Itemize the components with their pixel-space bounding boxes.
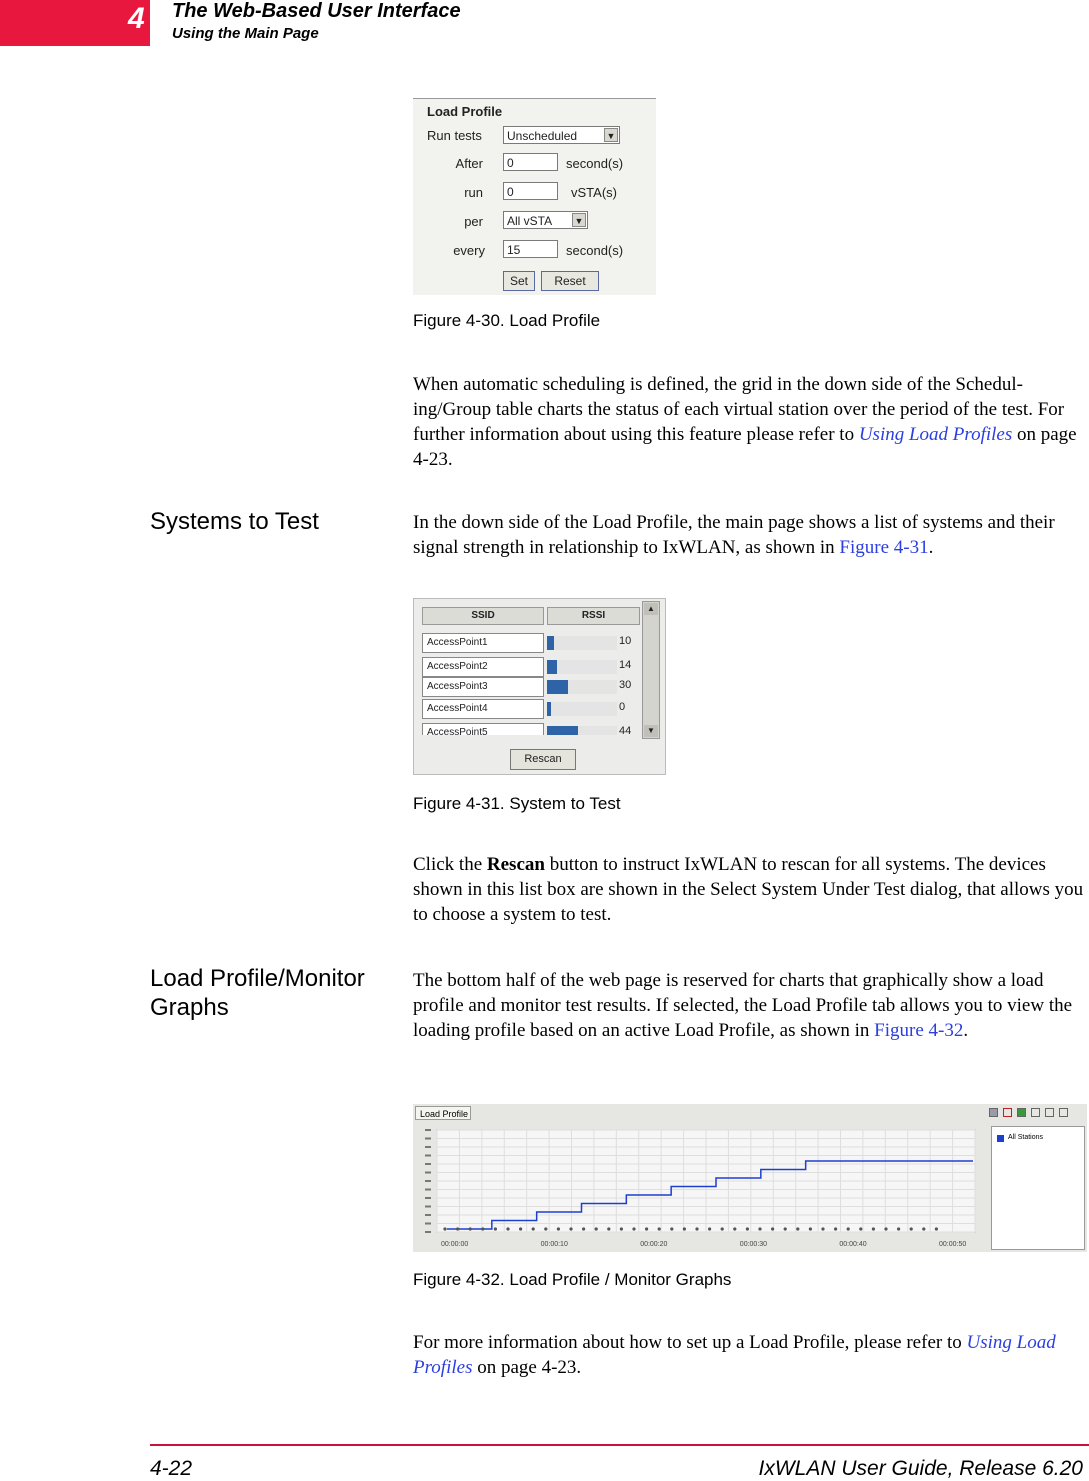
baseline-point [859, 1227, 862, 1230]
systems-to-test-figure [413, 598, 666, 775]
every-label: every [453, 243, 485, 258]
figure-caption-4-31: Figure 4-31. System to Test [413, 794, 621, 813]
signal-value: 0 [619, 701, 626, 713]
baseline-point [620, 1227, 623, 1230]
signal-value: 44 [619, 725, 632, 735]
y-tick [425, 1214, 431, 1216]
scroll-up-icon[interactable]: ▲ [644, 603, 658, 615]
baseline-point [796, 1227, 799, 1230]
rssi-column-header[interactable]: RSSI [547, 607, 640, 625]
signal-bar [547, 680, 568, 694]
y-tick [425, 1223, 431, 1225]
settings-icon[interactable] [1045, 1108, 1054, 1117]
chevron-down-icon: ▼ [604, 128, 618, 142]
baseline-point [834, 1227, 837, 1230]
system-row[interactable] [422, 657, 642, 677]
baseline-point [897, 1227, 900, 1230]
baseline-point [884, 1227, 887, 1230]
baseline-point [683, 1227, 686, 1230]
signal-bar-track [547, 636, 617, 650]
baseline-point [469, 1227, 472, 1230]
system-name: AccessPoint4 [422, 699, 544, 719]
after-unit: second(s) [566, 156, 624, 171]
system-row[interactable] [422, 723, 642, 735]
legend-label: All Stations [1008, 1134, 1044, 1141]
every-unit: second(s) [566, 243, 624, 258]
run-tests-value: Unscheduled [507, 129, 578, 143]
per-label: per [464, 214, 483, 229]
ssid-column-header[interactable]: SSID [422, 607, 544, 625]
baseline-point [569, 1227, 572, 1230]
baseline-point [658, 1227, 661, 1230]
baseline-point [935, 1227, 938, 1230]
paragraph-scheduling [413, 372, 1085, 472]
system-name: AccessPoint1 [422, 633, 544, 653]
baseline-point [771, 1227, 774, 1230]
signal-value: 10 [619, 635, 632, 647]
signal-value: 14 [619, 659, 632, 671]
load-profile-figure [413, 98, 656, 295]
x-tick-label: 00:00:10 [540, 1241, 568, 1248]
chapter-tab [0, 0, 150, 46]
x-tick-label: 00:00:20 [640, 1241, 668, 1248]
export-icon[interactable] [1059, 1108, 1068, 1117]
load-profile-graph-figure [413, 1104, 1087, 1252]
paragraph-final [413, 1330, 1085, 1380]
paragraph-text: . [963, 1020, 969, 1041]
zoom-in-icon[interactable] [1017, 1108, 1026, 1117]
baseline-point [670, 1227, 673, 1230]
per-value: All vSTA [507, 214, 553, 228]
paragraph-text: on page 4-23. [472, 1357, 582, 1378]
set-button[interactable]: Set [503, 271, 535, 291]
load-profile-tab[interactable]: Load Profile [415, 1106, 471, 1120]
baseline-point [721, 1227, 724, 1230]
y-tick [425, 1155, 431, 1157]
x-tick-label: 00:00:50 [939, 1241, 967, 1248]
every-input[interactable]: 15 [503, 240, 558, 258]
header-subtitle: Using the Main Page [172, 25, 319, 42]
x-tick-label: 00:00:30 [739, 1241, 768, 1248]
run-input[interactable]: 0 [503, 182, 558, 200]
close-icon[interactable] [1003, 1108, 1012, 1117]
rescan-emphasis: Rescan [486, 854, 545, 875]
header-title: The Web-Based User Interface [172, 0, 461, 22]
baseline-point [733, 1227, 736, 1230]
run-tests-select[interactable] [503, 126, 620, 144]
baseline-point [443, 1227, 446, 1230]
baseline-point [481, 1227, 484, 1230]
y-tick [425, 1189, 431, 1191]
baseline-point [595, 1227, 598, 1230]
baseline-point [506, 1227, 509, 1230]
baseline-point [708, 1227, 711, 1230]
signal-bar-track [547, 726, 617, 735]
figure-caption-4-30: Figure 4-30. Load Profile [413, 311, 601, 330]
signal-bar [547, 702, 551, 716]
using-load-profiles-link[interactable]: Using Load Profiles [858, 424, 1013, 445]
figure-4-32-link[interactable]: Figure 4-32 [874, 1020, 964, 1041]
per-select[interactable] [503, 211, 588, 229]
y-tick [425, 1172, 431, 1174]
signal-bar-track [547, 660, 617, 674]
footer-rule [150, 1444, 1089, 1446]
y-tick [425, 1197, 431, 1199]
y-tick [425, 1180, 431, 1182]
y-tick [425, 1129, 431, 1131]
scroll-down-icon[interactable]: ▼ [644, 725, 658, 737]
graph-legend [991, 1126, 1085, 1250]
system-row[interactable] [422, 699, 642, 719]
baseline-point [695, 1227, 698, 1230]
paragraph-text: Click the [413, 854, 487, 875]
signal-bar-track [547, 702, 617, 716]
system-row[interactable] [422, 677, 642, 697]
x-tick-label: 00:00:40 [839, 1241, 867, 1248]
signal-bar-track [547, 680, 617, 694]
y-tick [425, 1138, 431, 1140]
baseline-point [582, 1227, 585, 1230]
paragraph-rescan [413, 852, 1085, 927]
using-load-profiles-link[interactable]: Using Load Profiles [413, 1332, 1056, 1378]
zoom-out-icon[interactable] [1031, 1108, 1040, 1117]
load-profile-title: Load Profile [427, 104, 503, 119]
figure-4-31-link[interactable]: Figure 4-31 [839, 537, 929, 558]
graph-control-icon[interactable] [989, 1108, 998, 1117]
paragraph-text: . [928, 537, 934, 558]
baseline-point [809, 1227, 812, 1230]
baseline-point [632, 1227, 635, 1230]
paragraph-graphs [413, 968, 1085, 1043]
paragraph-text: on page 4-23. [413, 424, 1077, 470]
chapter-number: 4 [128, 2, 145, 35]
baseline-point [544, 1227, 547, 1230]
section-heading-systems: Systems to Test [150, 508, 319, 535]
baseline-point [532, 1227, 535, 1230]
run-label: run [464, 185, 483, 200]
baseline-point [494, 1227, 497, 1230]
baseline-point [758, 1227, 761, 1230]
baseline-point [910, 1227, 913, 1230]
y-tick [425, 1163, 431, 1165]
graph-plot [413, 1122, 985, 1252]
paragraph-text: The bottom half of the web page is reserved for charts that graphically show a load profile and monitor test results. If selected, the Load Profile tab allows you to view the loading profile based on an active Load Profile, as shown in [413, 970, 1073, 1041]
baseline-point [456, 1227, 459, 1230]
baseline-point [872, 1227, 875, 1230]
y-tick [425, 1206, 431, 1208]
paragraph-text: In the down side of the Load Profile, the main page shows a list of systems and their signal strength in relationship to IxWLAN, as shown in [413, 512, 1055, 558]
paragraph-text: For more information about how to set up a Load Profile, please refer to [413, 1332, 967, 1353]
system-name: AccessPoint5 [422, 723, 544, 735]
list-scrollbar[interactable] [642, 601, 660, 739]
y-tick [425, 1231, 431, 1233]
system-name: AccessPoint3 [422, 677, 544, 697]
baseline-point [607, 1227, 610, 1230]
signal-bar [547, 660, 557, 674]
y-tick [425, 1146, 431, 1148]
baseline-point [847, 1227, 850, 1230]
baseline-point [922, 1227, 925, 1230]
signal-bar [547, 726, 578, 735]
paragraph-text: When automatic scheduling is defined, the grid in the down side of the Schedul-ing/Group table charts the status of each virtual station over the period of the test. For further information about using this feature please refer to [413, 374, 1065, 445]
section-heading-graphs: Load Profile/Monitor Graphs [150, 965, 365, 1021]
signal-bar [547, 636, 554, 650]
after-label: After [455, 156, 483, 171]
baseline-point [519, 1227, 522, 1230]
legend-swatch [997, 1135, 1004, 1142]
rescan-button[interactable]: Rescan [510, 749, 576, 770]
run-unit: vSTA(s) [571, 185, 617, 200]
baseline-point [645, 1227, 648, 1230]
paragraph-systems [413, 510, 1085, 560]
baseline-point [746, 1227, 749, 1230]
baseline-point [784, 1227, 787, 1230]
x-tick-label: 00:00:00 [441, 1241, 469, 1248]
page-number: 4-22 [150, 1457, 193, 1480]
baseline-point [821, 1227, 824, 1230]
figure-caption-4-32: Figure 4-32. Load Profile / Monitor Graphs [413, 1270, 732, 1289]
signal-value: 30 [619, 679, 632, 691]
after-input[interactable]: 0 [503, 153, 558, 171]
run-tests-label: Run tests [427, 128, 482, 143]
reset-button[interactable]: Reset [541, 271, 599, 291]
chevron-down-icon: ▼ [572, 213, 586, 227]
document-title: IxWLAN User Guide, Release 6.20 [758, 1457, 1083, 1480]
paragraph-text: button to instruct IxWLAN to rescan for all systems. The devices shown in this list box are shown in the Select System Under Test dialog, that allows you to choose a system to test. [413, 854, 1084, 925]
system-name: AccessPoint2 [422, 657, 544, 677]
system-row[interactable] [422, 633, 642, 653]
baseline-point [557, 1227, 560, 1230]
